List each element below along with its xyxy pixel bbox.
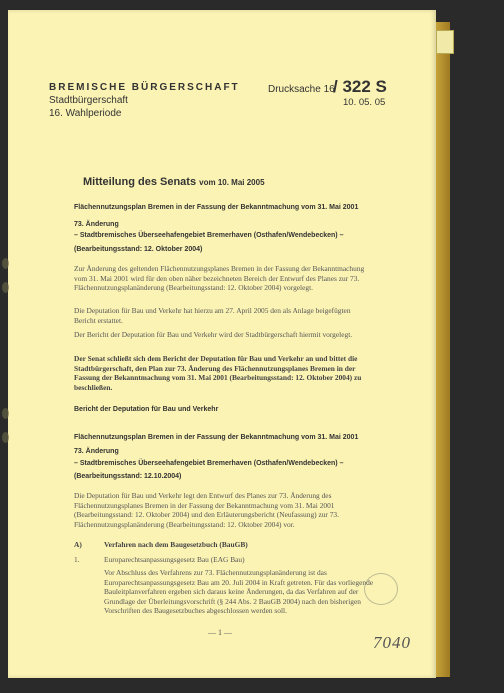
drucksache-date: 10. 05. 05 [343,97,386,108]
document-page [8,10,436,678]
section-a-title: Verfahren nach dem Baugesetzbuch (BauGB) [104,540,248,549]
page-title [83,176,265,188]
section-a-label: A) [74,540,82,549]
paragraph-3: Der Bericht der Deputation für Bau und Verkehr wird der Stadtbürgerschaft hiermit vorgelegt. [74,330,353,339]
header-org-sub: Stadtbürgerschaft [49,95,128,106]
binder-edge [436,22,450,677]
title-date: vom 10. Mai 2005 [199,178,265,187]
paragraph-2: Die Deputation für Bau und Verkehr hat hierzu am 27. April 2005 den als Anlage beigefügten Bericht erstattet. [74,306,351,325]
header-org: BREMISCHE BÜRGERSCHAFT [49,82,240,93]
paragraph-4-rest: schließt sich dem Bericht der Deputation für Bau und Verkehr an und bittet die Stadtbürgerschaft, den Plan zur 73. Änderung des Flächennutzungsplanes Bremen in der Fassung der Bekanntmachung vom 31. Mai 2001 (Bearbeitungsstand: 12. Oktober 2004) zu beschließen. [74,354,362,392]
punch-hole [2,282,9,293]
bericht-heading: Bericht der Deputation für Bau und Verkehr [74,406,219,413]
bericht-paragraph-1: Die Deputation für Bau und Verkehr legt den Entwurf des Planes zur 73. Änderung des Flächennutzungsplanes Bremen in der Fassung der Bekanntmachung vom 31. Mai 2001 (Bearbeitungsstand: 12. Oktober 2004) und den Erläuterungsbericht (Neufassung) zur 73. Flächennutzungsplanänderung (Bearbeitungsstand: 12. Oktober 2004) vor. [74,491,339,529]
item-1-number: 1. [74,555,80,564]
punch-hole [2,258,9,269]
bericht-line1: Flächennutzungsplan Bremen in der Fassung der Bekanntmachung vom 31. Mai 2001 [74,434,359,441]
header-period: 16. Wahlperiode [49,108,122,119]
paragraph-4 [74,354,374,392]
bericht-line4: (Bearbeitungsstand: 12.10.2004) [74,473,182,480]
paragraph-1: Zur Änderung des geltenden Flächennutzungsplanes Bremen in der Fassung der Bekanntmachung vom 31. Mai 2001 wird für den oben näher bezeichneten Bereich der Entwurf des Planes zur 73. Flächennutzungsplanänderung (Bearbeitungsstand: 12. Oktober 2004) vorgelegt. [74,264,365,293]
bericht-line3: – Stadtbremisches Überseehafengebiet Bremerhaven (Osthafen/Wendebecken) – [74,460,344,467]
bericht-line2: 73. Änderung [74,448,119,455]
intro-line4: (Bearbeitungsstand: 12. Oktober 2004) [74,246,203,253]
punch-hole [2,408,9,419]
drucksache-number: / 322 S [333,77,387,96]
intro-line2: 73. Änderung [74,221,119,228]
page-tab [436,30,454,54]
page-number: — 1 — [208,628,232,637]
title-main: Mitteilung des Senats [83,176,197,188]
drucksache-label: Drucksache 16 [268,84,335,95]
item-1-text: Vor Abschluss des Verfahrens zur 73. Flächennutzungsplanänderung ist das Europarechtsanpassungsgesetz Bau am 20. Juli 2004 in Kraft getreten. Für das vorliegende Bauleitplanverfahren ergeben sich daraus keine Änderungen, da das Verfahren auf der Grundlage der Überleitungsvorschrift (§ 244 Abs. 2 BauGB 2004) nach den bisherigen Vorschriften des Baugesetzbuches abgeschlossen werden soll. [104,568,374,616]
item-1-title: Europarechtsanpassungsgesetz Bau (EAG Bau) [104,555,245,564]
paragraph-4-start: Der Senat [74,354,106,363]
handwritten-number: 7040 [373,633,411,652]
intro-line3: – Stadtbremisches Überseehafengebiet Bremerhaven (Osthafen/Wendebecken) – [74,232,344,239]
intro-line1: Flächennutzungsplan Bremen in der Fassung der Bekanntmachung vom 31. Mai 2001 [74,204,359,211]
stamp-seal [364,573,398,605]
punch-hole [2,432,9,443]
